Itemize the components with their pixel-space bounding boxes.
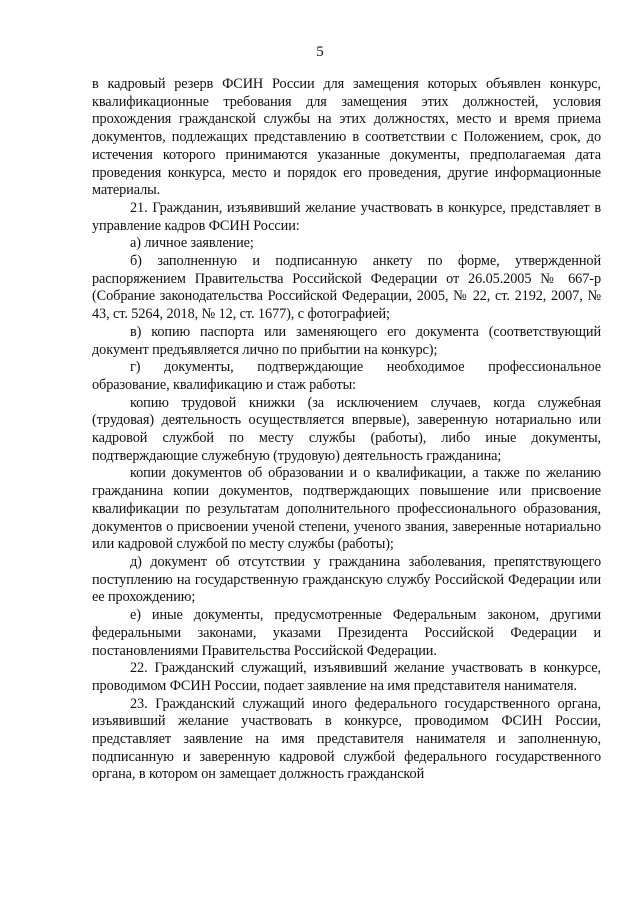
item-a: а) личное заявление; (130, 235, 254, 252)
paragraph-21: 21. Гражданин, изъявивший желание участвовать в конкурсе, представляет в управление кадров ФСИН России: (92, 199, 601, 234)
document-body (92, 76, 601, 784)
page-number: 5 (316, 44, 324, 60)
item-g-education-docs: копии документов об образовании и о квалификации, а также по желанию гражданина копии документов, подтверждающих повышение или присвоение квалификации по результатам дополнительного профессионального образования, документов о присвоении ученой степени, ученого звания, заверенные нотариально или кадровой службой по месту службы (работы); (92, 465, 601, 553)
item-v: в) копию паспорта или заменяющего его документа (соответствующий документ предъявляется лично по прибытии на конкурс); (92, 323, 601, 358)
paragraph-23: 23. Гражданский служащий иного федерального государственного органа, изъявивший желание участвовать в конкурсе, проводимом ФСИН России, представляет заявление на имя представителя нанимателя и заполненную, подписанную и заверенную кадровой службой федерального государственного органа, в котором он замещает должность гражданской (92, 695, 601, 783)
item-d: д) документ об отсутствии у гражданина заболевания, препятствующего поступлению на государственную гражданскую службу Российской Федерации или ее прохождению; (92, 553, 601, 606)
item-g-employment-record: копию трудовой книжки (за исключением случаев, когда служебная (трудовая) деятельность осуществляется впервые), заверенную нотариально или кадровой службой по месту службы (работы), либо иные документы, подтверждающие служебную (трудовую) деятельность гражданина; (92, 394, 601, 464)
item-b: б) заполненную и подписанную анкету по форме, утвержденной распоряжением Правительства Российской Федерации от 26.05.2005 № 667-р (Собрание законодательства Российской Федерации, 2005, № 22, ст. 2192, 2007, № 43, ст. 5264, 2018, № 12, ст. 1677), с фотографией; (92, 253, 601, 323)
item-e: е) иные документы, предусмотренные Федеральным законом, другими федеральными законами, указами Президента Российской Федерации и постановлениями Правительства Российской Федерации. (92, 607, 601, 659)
paragraph-continuation: в кадровый резерв ФСИН России для замещения которых объявлен конкурс, квалификационные требования для замещения этих должностей, условия прохождения гражданской службы на этих должностях, место и время приема документов, подлежащих представлению в соответствии с Положением, срок, до истечения которого принимаются указанные документы, предполагаемая дата проведения конкурса, место и порядок его проведения, другие информационные материалы. (92, 76, 601, 199)
paragraph-22: 22. Гражданский служащий, изъявивший желание участвовать в конкурсе, проводимом ФСИН России, подает заявление на имя представителя нанимателя. (92, 660, 601, 694)
item-g: г) документы, подтверждающие необходимое профессиональное образование, квалификацию и стаж работы: (92, 359, 601, 393)
